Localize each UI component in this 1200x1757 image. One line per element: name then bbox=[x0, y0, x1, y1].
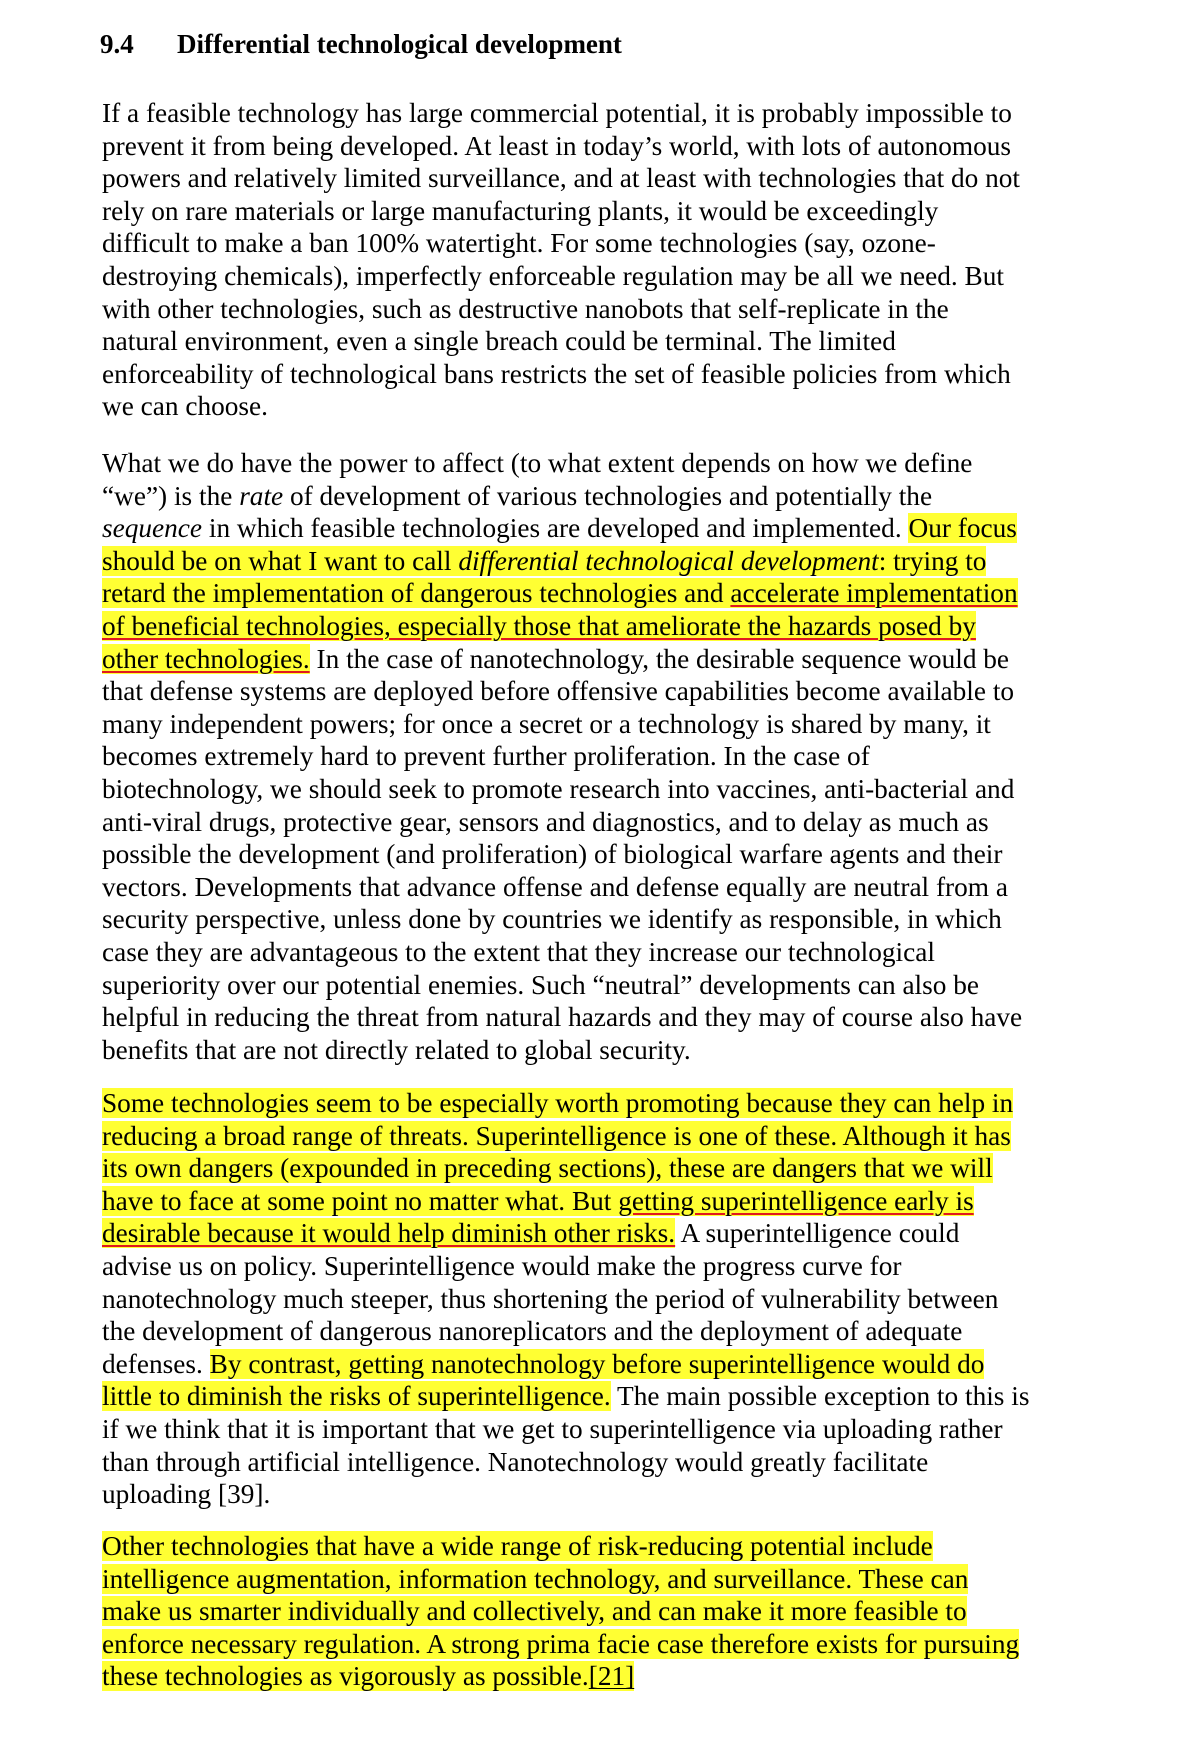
text-segment: possible the development (and proliferation) of biological warfare agents and their bbox=[102, 839, 1003, 870]
text-line bbox=[102, 293, 1112, 326]
highlighted-text: reducing a broad range of threats. Superintelligence is one of these. Although it has bbox=[102, 1120, 1011, 1151]
text-segment: powers and relatively limited surveillance, and at least with technologies that do not bbox=[102, 163, 1020, 194]
text-segment: vectors. Developments that advance offense and defense equally are neutral from a bbox=[102, 871, 1008, 902]
text-segment: we can choose. bbox=[102, 391, 268, 422]
text-line bbox=[102, 1283, 1112, 1316]
highlighted-text: differential technological development bbox=[458, 545, 879, 576]
text-segment: sequence bbox=[102, 513, 203, 544]
text-line bbox=[102, 1250, 1112, 1283]
highlighted-text: retard the implementation of dangerous technologies and bbox=[102, 578, 731, 609]
text-line bbox=[102, 610, 1112, 643]
text-segment: that defense systems are deployed before offensive capabilities become available to bbox=[102, 676, 1015, 707]
text-line bbox=[102, 675, 1112, 708]
highlighted-text: have to face at some point no matter what. But bbox=[102, 1185, 619, 1216]
text-segment: becomes extremely hard to prevent further proliferation. In the case of bbox=[102, 741, 870, 772]
text-line bbox=[102, 903, 1112, 936]
text-line bbox=[102, 1001, 1112, 1034]
text-segment: biotechnology, we should seek to promote research into vaccines, anti-bacterial and bbox=[102, 773, 1015, 804]
highlighted-text: Our focus bbox=[908, 513, 1017, 544]
paragraph-1 bbox=[102, 97, 1112, 423]
text-segment: with other technologies, such as destructive nanobots that self-replicate in the bbox=[102, 293, 949, 324]
text-segment: difficult to make a ban 100% watertight. For some technologies (say, ozone- bbox=[102, 228, 936, 259]
paragraph-3 bbox=[102, 1087, 1112, 1511]
text-segment: rate bbox=[239, 480, 284, 511]
paragraph-4 bbox=[102, 1530, 1112, 1693]
highlighted-text: enforce necessary regulation. A strong prima facie case therefore exists for pursuing bbox=[102, 1628, 1020, 1659]
text-line bbox=[102, 227, 1112, 260]
highlighted-text: : trying to bbox=[878, 545, 987, 576]
text-segment: In the case of nanotechnology, the desirable sequence would be bbox=[309, 643, 1010, 674]
text-line bbox=[102, 1315, 1112, 1348]
text-line bbox=[102, 325, 1112, 358]
text-line bbox=[102, 1478, 1112, 1511]
text-segment: superiority over our potential enemies. Such “neutral” developments can also be bbox=[102, 969, 980, 1000]
text-segment: prevent it from being developed. At least in today’s world, with lots of autonomous bbox=[102, 130, 1011, 161]
text-line bbox=[102, 643, 1112, 676]
text-line bbox=[102, 512, 1112, 545]
text-segment: the development of dangerous nanoreplicators and the deployment of adequate bbox=[102, 1316, 963, 1347]
text-line bbox=[102, 390, 1112, 423]
text-line bbox=[102, 806, 1112, 839]
text-segment: anti-viral drugs, protective gear, sensors and diagnostics, and to delay as much as bbox=[102, 806, 989, 837]
text-line bbox=[102, 1348, 1112, 1381]
text-line bbox=[102, 773, 1112, 806]
text-line bbox=[102, 1530, 1112, 1563]
text-line bbox=[102, 130, 1112, 163]
text-segment: in which feasible technologies are developed and implemented. bbox=[202, 513, 909, 544]
highlighted-text: should be on what I want to call bbox=[102, 545, 459, 576]
highlighted-underlined-text: other technologies. bbox=[102, 643, 310, 674]
text-line bbox=[102, 838, 1112, 871]
text-segment: advise us on policy. Superintelligence would make the progress curve for bbox=[102, 1250, 902, 1281]
text-segment: rely on rare materials or large manufacturing plants, it would be exceedingly bbox=[102, 195, 939, 226]
text-line bbox=[102, 1034, 1112, 1067]
text-segment: helpful in reducing the threat from natural hazards and they may of course also have bbox=[102, 1002, 1023, 1033]
paragraph-2 bbox=[102, 447, 1112, 1066]
text-segment: “we”) is the bbox=[102, 480, 240, 511]
text-line bbox=[102, 969, 1112, 1002]
text-line bbox=[102, 358, 1112, 391]
text-line bbox=[102, 1120, 1112, 1153]
highlighted-text: little to diminish the risks of superintelligence. bbox=[102, 1381, 611, 1412]
text-segment: A superintelligence could bbox=[675, 1218, 960, 1249]
text-line bbox=[102, 1087, 1112, 1120]
text-line bbox=[102, 1152, 1112, 1185]
highlighted-underlined-text: accelerate implementation bbox=[730, 578, 1018, 609]
text-segment: natural environment, even a single breach could be terminal. The limited bbox=[102, 326, 896, 357]
text-line bbox=[102, 162, 1112, 195]
highlighted-text: By contrast, getting nanotechnology before superintelligence would do bbox=[209, 1348, 985, 1379]
text-line bbox=[102, 260, 1112, 293]
highlighted-text: Other technologies that have a wide range of risk-reducing potential include bbox=[102, 1531, 933, 1561]
text-line bbox=[102, 577, 1112, 610]
text-segment: of development of various technologies and potentially the bbox=[283, 480, 933, 511]
highlighted-text: intelligence augmentation, information technology, and surveillance. These can bbox=[102, 1563, 969, 1594]
highlighted-text: make us smarter individually and collectively, and can make it more feasible to bbox=[102, 1596, 967, 1627]
footnote-link[interactable]: [21] bbox=[588, 1661, 635, 1692]
text-line bbox=[102, 1628, 1112, 1661]
text-line bbox=[102, 1185, 1112, 1218]
text-line bbox=[102, 447, 1112, 480]
text-line bbox=[102, 1413, 1112, 1446]
text-segment: nanotechnology much steeper, thus shortening the period of vulnerability between bbox=[102, 1283, 999, 1314]
text-line bbox=[102, 1217, 1112, 1250]
highlighted-underlined-text: getting superintelligence early is bbox=[618, 1185, 974, 1216]
section-heading bbox=[100, 26, 622, 62]
text-line bbox=[102, 740, 1112, 773]
text-line bbox=[102, 1446, 1112, 1479]
text-segment: destroying chemicals), imperfectly enforceable regulation may be all we need. But bbox=[102, 260, 1004, 291]
text-line bbox=[102, 1380, 1112, 1413]
text-segment: The main possible exception to this is bbox=[610, 1381, 1030, 1412]
text-segment: uploading [39]. bbox=[102, 1479, 271, 1510]
highlighted-underlined-text: of beneficial technologies, especially those that ameliorate the hazards posed by bbox=[102, 610, 976, 641]
text-line bbox=[102, 480, 1112, 513]
text-segment: enforceability of technological bans restricts the set of feasible policies from which bbox=[102, 358, 1011, 389]
text-line bbox=[102, 97, 1112, 130]
text-line bbox=[102, 936, 1112, 969]
text-line bbox=[102, 1660, 1112, 1693]
highlighted-text: its own dangers (expounded in preceding sections), these are dangers that we will bbox=[102, 1153, 993, 1184]
text-line bbox=[102, 195, 1112, 228]
text-segment: many independent powers; for once a secret or a technology is shared by many, it bbox=[102, 708, 991, 739]
section-number: 9.4 bbox=[100, 29, 134, 59]
text-segment: security perspective, unless done by countries we identify as responsible, in which bbox=[102, 904, 1002, 935]
text-line bbox=[102, 1595, 1112, 1628]
text-segment: than through artificial intelligence. Nanotechnology would greatly facilitate bbox=[102, 1446, 929, 1477]
text-segment: benefits that are not directly related to global security. bbox=[102, 1034, 691, 1065]
highlighted-underlined-text: desirable because it would help diminish other risks. bbox=[102, 1218, 676, 1249]
highlighted-text: these technologies as vigorously as possible. bbox=[102, 1661, 589, 1692]
text-segment: What we do have the power to affect (to what extent depends on how we define bbox=[102, 448, 973, 478]
section-title: Differential technological development bbox=[177, 29, 622, 59]
text-line bbox=[102, 1563, 1112, 1596]
text-segment: If a feasible technology has large commercial potential, it is probably impossible to bbox=[102, 98, 1012, 128]
text-segment: if we think that it is important that we get to superintelligence via uploading rather bbox=[102, 1413, 1003, 1444]
text-line bbox=[102, 708, 1112, 741]
text-segment: defenses. bbox=[102, 1348, 210, 1379]
text-line bbox=[102, 545, 1112, 578]
highlighted-text: Some technologies seem to be especially worth promoting because they can help in bbox=[102, 1088, 1014, 1118]
text-segment: case they are advantageous to the extent that they increase our technological bbox=[102, 936, 935, 967]
text-line bbox=[102, 871, 1112, 904]
